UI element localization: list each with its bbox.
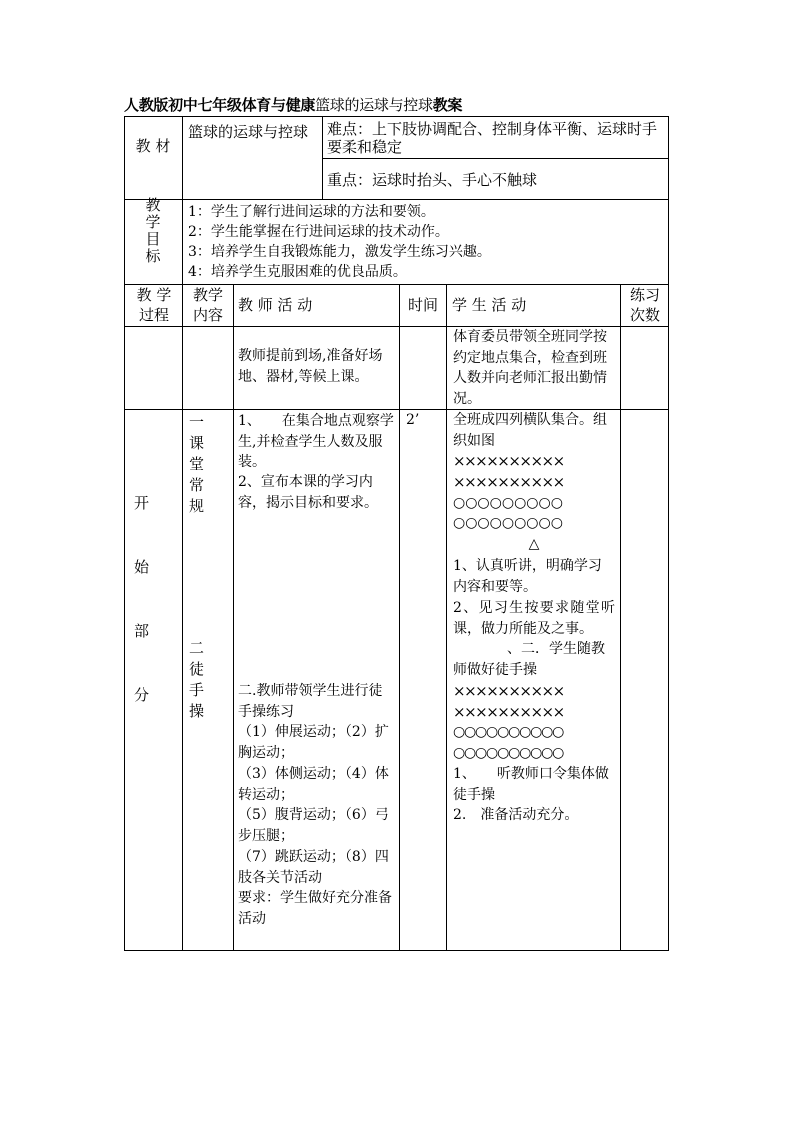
col-student: 学 生 活 动: [452, 296, 527, 314]
material-value: 篮球的运球与控球: [188, 123, 309, 141]
material-label: 教 材: [135, 137, 171, 155]
col-teacher: 教 师 活 动: [238, 296, 313, 314]
teacher-step-7: （7）跳跃运动；（8）四肢各关节活动: [238, 849, 389, 886]
formation2-row-2: ××××××××××: [453, 703, 564, 721]
formation2-row-3: ○○○○○○○○○○: [453, 724, 564, 740]
teacher-step-2: 2、宣布本课的学习内容，揭示目标和要求。: [238, 474, 378, 511]
teacher-step-4: （1）伸展运动；（2）扩胸运动；: [238, 724, 389, 761]
teacher-step-1: 1、 在集合地点观察学生,并检查学生人数及服装。: [238, 413, 394, 470]
objective-1: 1：学生了解行进间运球的方法和要领。: [188, 204, 435, 220]
formation2-row-4: ○○○○○○○○○○: [453, 745, 564, 761]
formation-row-2: ××××××××××: [453, 473, 564, 491]
difficulty-text: 难点：上下肢协调配合、控制身体平衡、运球时手要柔和稳定: [327, 120, 658, 156]
student-step-6: 2. 准备活动充分。: [453, 807, 579, 823]
formation-row-4: ○○○○○○○○○: [453, 515, 563, 531]
objective-2: 2：学生能掌握在行进间运球的技术动作。: [188, 224, 449, 240]
student-step-1: 全班成四列横队集合。组织如图: [453, 412, 607, 449]
page-title: [124, 94, 462, 115]
teacher-requirement: 要求：学生做好充分准备活动: [238, 890, 392, 927]
student-step-2: 1、认真听讲，明确学习内容和要等。: [453, 558, 602, 595]
col-practice: 练习 次数: [629, 286, 660, 324]
teacher-step-5: （3）体侧运动；（4）体转运动；: [238, 766, 389, 803]
teacher-step-6: （5）腹背运动；（6）弓步压腿；: [238, 807, 389, 844]
lesson-table: [124, 116, 668, 951]
col-time: 时间: [407, 296, 438, 314]
title-bold: 人教版初中七年级体育与健康: [124, 96, 316, 114]
col-process: 教 学 过程: [136, 286, 172, 324]
prep-student: 体育委员带领全班同学按约定地点集合，检查到班人数并向老师汇报出勤情况。: [453, 329, 607, 407]
prep-teacher: 教师提前到场,准备好场地、器材,等候上课。: [238, 348, 383, 385]
title-plain: 篮球的运球与控球: [315, 96, 433, 114]
formation2-row-1: ××××××××××: [453, 682, 564, 700]
student-step-3: 2、见习生按要求随堂听课，做力所能及之事。: [453, 600, 615, 637]
title-tail: 教案: [432, 96, 463, 114]
process-start-part: 开 始 部 分: [134, 494, 150, 704]
time-start: 2’: [406, 412, 420, 428]
teacher-step-3: 二.教师带领学生进行徒手操练习: [238, 683, 383, 720]
teacher-position-mark: △: [528, 536, 540, 552]
student-step-4: 、二．学生随教师做好徒手操: [453, 641, 605, 678]
student-step-5: 1、 听教师口令集体做徒手操: [453, 766, 609, 803]
key-point-text: 重点：运球时抬头、手心不触球: [327, 171, 538, 189]
objectives-label: 教 学 目 标: [145, 196, 161, 265]
formation-row-3: ○○○○○○○○○: [453, 495, 563, 511]
content-class-routine: 一 课 堂 常 规: [189, 413, 205, 515]
objective-3: 3：培养学生自我锻炼能力，激发学生练习兴趣。: [188, 244, 491, 260]
formation-row-1: ××××××××××: [453, 452, 564, 470]
objective-4: 4：培养学生克服困难的优良品质。: [188, 264, 407, 280]
col-content: 教学 内容: [192, 286, 223, 324]
content-freehand-exercise: 二 徒 手 操: [189, 639, 205, 720]
